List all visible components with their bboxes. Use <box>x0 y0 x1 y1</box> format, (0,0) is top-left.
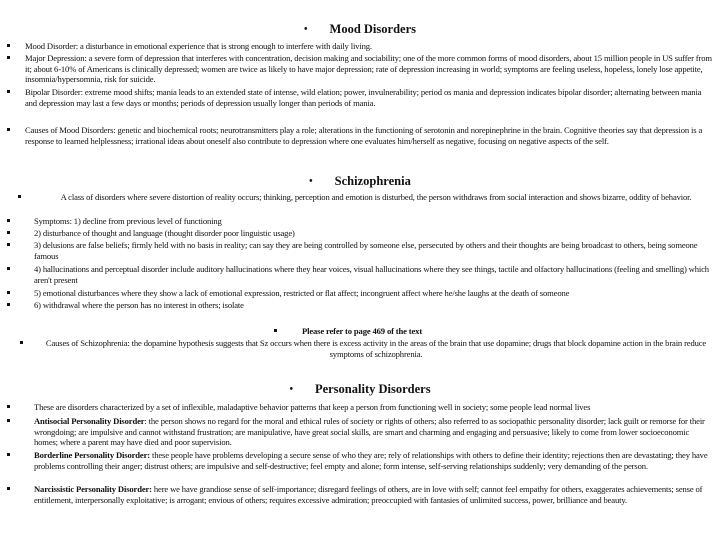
term-label: Narcissistic Personality Disorder: <box>34 484 152 494</box>
heading-mood-disorders <box>0 22 720 37</box>
square-bullet-icon <box>7 405 10 408</box>
bullet-icon: • <box>304 24 308 35</box>
heading-schizophrenia <box>0 174 720 189</box>
item-text <box>34 484 714 505</box>
square-bullet-icon <box>7 44 10 47</box>
item-text: A class of disorders where severe distortion of reality occurs; thinking, perception and emotion is disturbed, the person withdraws from social interaction and shows bizarre, oddity of behavior. <box>60 192 692 202</box>
item-text: Symptoms: 1) decline from previous level of functioning <box>34 216 222 226</box>
square-bullet-icon <box>7 303 10 306</box>
item-text: 6) withdrawal where the person has no interest in others; isolate <box>34 300 244 310</box>
item-text: Causes of Mood Disorders: genetic and biochemical roots; neurotransmitters play a role; alterations in the functioning of serotonin and norepinephrine in the brain. Cognitive theories say that depression is a response to learned helplessness; irrational ideas about oneself also contribute to depression where one evaluates him/herself as negative, focusing on negative aspects of the self. <box>25 125 703 146</box>
term-definition: : the person shows no regard for the moral and ethical rules of society or rights of others; also referred to as sociopathic personality disorder; lack guilt or remorse for their wrongdoing; are impulsive and cannot withstand frustration; are manipulative, have great social skills, are smart and charming and engaging and persuasive; likely to come from lower socioeconomic homes; where a parent may have died and poor supervision. <box>34 416 705 448</box>
section-title: Schizophrenia <box>334 174 411 188</box>
square-bullet-icon <box>7 128 10 131</box>
term-definition: these people have problems developing a secure sense of who they are; rely of relationships with others to define their identity; rejections then are devastating; they have problems controlling their anger; distrust others; are impulsive and self-destructive; feel empty and alone; form intense, self-serving relationships suddenly; very demanding of the person. <box>34 450 708 471</box>
item-text: Causes of Schizophrenia: the dopamine hypothesis suggests that Sz occurs when there is excess activity in the areas of the brain that use dopamine; drugs that block dopamine action in the brain reduce symptoms of schizophrenia. <box>45 338 707 359</box>
item-text: These are disorders characterized by a set of inflexible, maladaptive behavior patterns that keep a person from functioning well in society; some people lead normal lives <box>34 402 591 412</box>
item-text: Bipolar Disorder: extreme mood shifts; mania leads to an extended state of intense, wild elation; power, invulnerability; period os mania and depression indicates bipolar disorder; alternating between mania and depression may last a few days or months; periods of depression usually longer than periods of mania. <box>25 87 702 108</box>
item-text: Please refer to page 469 of the text <box>302 326 423 336</box>
item-text: 3) delusions are false beliefs; firmly held with no basis in reality; can say they are being controlled by someone else, persecuted by others and their thoughts are being broadcast to others, being someone famous <box>34 240 698 261</box>
bullet-icon: • <box>289 384 293 395</box>
square-bullet-icon <box>20 341 23 344</box>
term-label: Borderline Personality Disorder: <box>34 450 150 460</box>
item-text: Major Depression: a severe form of depression that interferes with concentration, decision making and sociability; one of the more common forms of mood disorders, about 15 million people in US suffer from it; about 6-10% of Americans is clinically depressed; women are twice as likely to have major depression; rate of depression increasing in world; symptoms are feeling useless, hopeless, lonely lose appetite, insomnia/hypersomnia, risk for suicide. <box>25 53 712 85</box>
item-text <box>34 416 714 448</box>
square-bullet-icon <box>7 243 10 246</box>
square-bullet-icon <box>7 90 10 93</box>
item-text: 4) hallucinations and perceptual disorder include auditory hallucinations where they hear voices, visual hallucinations where they see things, tactile and olfactory hallucinations (feeling and smelling) which aren't present <box>34 264 709 285</box>
square-bullet-icon <box>7 231 10 234</box>
item-text <box>34 450 714 471</box>
item-text: 5) emotional disturbances where they show a lack of emotional expression, restricted or flat affect; incongruent affect where he/she laughs at the death of someone <box>34 288 570 298</box>
square-bullet-icon <box>7 419 10 422</box>
square-bullet-icon <box>7 267 10 270</box>
heading-personality-disorders <box>0 382 720 397</box>
item-text: Mood Disorder: a disturbance in emotional experience that is strong enough to interfere with daily living. <box>25 41 372 51</box>
section-title: Mood Disorders <box>329 22 416 36</box>
square-bullet-icon <box>18 195 21 198</box>
item-text: 2) disturbance of thought and language (thought disorder poor linguistic usage) <box>34 228 295 238</box>
bullet-icon: • <box>309 176 313 187</box>
term-label: Antisocial Personality Disorder <box>34 416 145 426</box>
square-bullet-icon <box>7 56 10 59</box>
square-bullet-icon <box>274 329 277 332</box>
square-bullet-icon <box>7 453 10 456</box>
square-bullet-icon <box>7 291 10 294</box>
section-title: Personality Disorders <box>314 382 431 396</box>
term-definition: here we have grandiose sense of self-importance; disregard feelings of others, are in love with self; cannot feel empathy for others, exaggerates achievements; sense of entitlement, interpersonally exploitative; is arrogant; envious of others; requires excessive admiration; preoccupied with fantasies of unlimited success, power, brilliance and beauty. <box>34 484 703 505</box>
square-bullet-icon <box>7 219 10 222</box>
square-bullet-icon <box>7 487 10 490</box>
